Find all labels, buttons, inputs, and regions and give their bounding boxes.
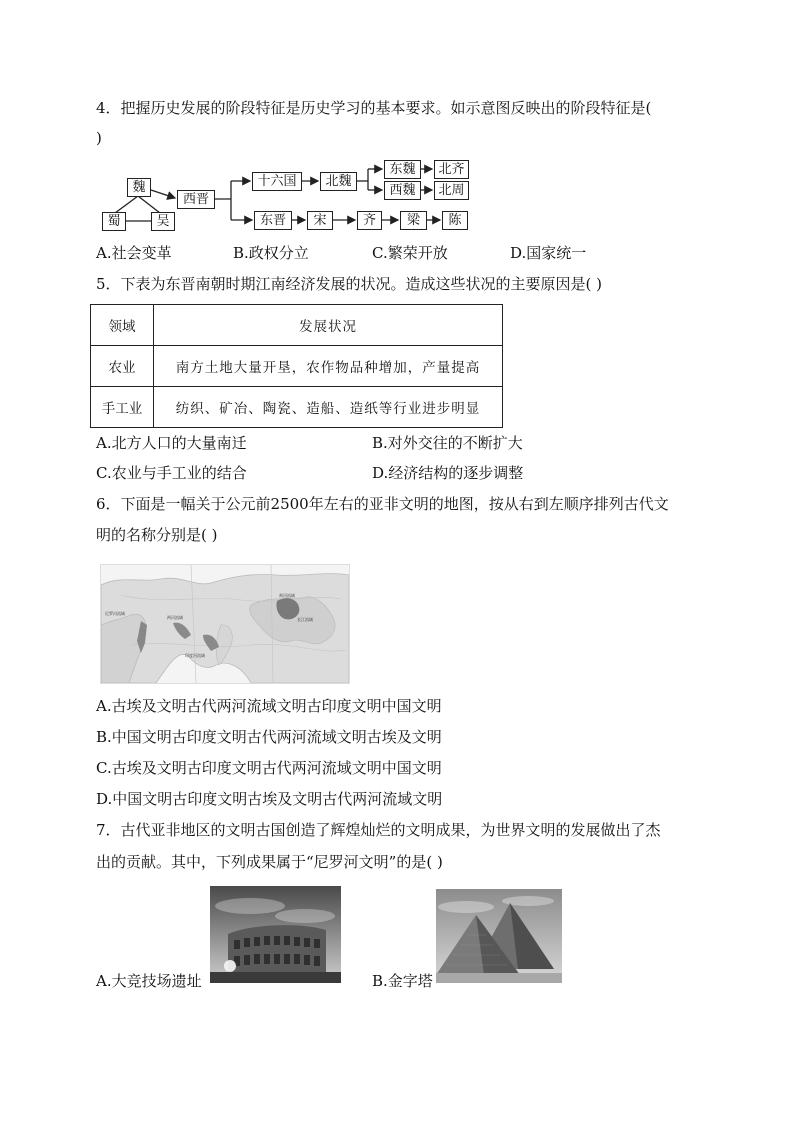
map-label-huanghe: 黄河流域 xyxy=(279,593,295,598)
ancient-civilizations-map xyxy=(100,564,350,684)
table-cell: 南方土地大量开垦，农作物品种增加，产量提高 xyxy=(154,346,503,387)
box-chen: 陈 xyxy=(442,211,468,230)
box-liang: 梁 xyxy=(400,211,427,230)
q6-stem-line1: 6．下面是一幅关于公元前2500年左右的亚非文明的地图，按从右到左顺序排列古代文 xyxy=(96,495,669,513)
map-image xyxy=(101,565,349,683)
map-label-indus: 印度河流域 xyxy=(185,653,205,658)
q4-option-c[interactable]: C.繁荣开放 xyxy=(372,244,448,262)
q5-option-d[interactable]: D.经济结构的逐步调整 xyxy=(372,464,524,482)
box-beiwei: 北魏 xyxy=(320,172,357,191)
q6-stem-line2: 明的名称分别是( ) xyxy=(96,526,218,544)
map-label-changjiang: 长江流域 xyxy=(297,617,313,622)
q6-option-d[interactable]: D.中国文明古印度文明古埃及文明古代两河流域文明 xyxy=(96,790,443,808)
table-cell: 手工业 xyxy=(91,387,154,428)
table-row xyxy=(91,346,503,387)
colosseum-image xyxy=(210,886,341,983)
table-header-cell: 领域 xyxy=(91,305,154,346)
pyramids-photo xyxy=(436,889,562,983)
box-song: 宋 xyxy=(307,211,333,230)
colosseum-photo xyxy=(210,886,341,983)
box-dongjin: 东晋 xyxy=(254,211,292,230)
q5-table xyxy=(90,304,503,428)
box-wu: 吴 xyxy=(151,212,175,231)
q6-option-a[interactable]: A.古埃及文明古代两河流域文明古印度文明中国文明 xyxy=(96,697,442,715)
box-dongwei: 东魏 xyxy=(384,160,421,179)
q5-stem: 5．下表为东晋南朝时期江南经济发展的状况。造成这些状况的主要原因是( ) xyxy=(96,275,603,293)
q6-option-b[interactable]: B.中国文明古印度文明古代两河流域文明古埃及文明 xyxy=(96,728,442,746)
q4-option-b[interactable]: B.政权分立 xyxy=(233,244,309,262)
q7-stem-line2: 出的贡献。其中，下列成果属于“尼罗河文明”的是( ) xyxy=(96,853,443,871)
q4-stem-line1: 4．把握历史发展的阶段特征是历史学习的基本要求。如示意图反映出的阶段特征是( xyxy=(96,99,652,117)
q6-option-c[interactable]: C.古埃及文明古印度文明古代两河流域文明中国文明 xyxy=(96,759,442,777)
box-beiqi: 北齐 xyxy=(434,160,469,179)
table-header-row xyxy=(91,305,503,346)
map-label-nile: 尼罗河流域 xyxy=(105,611,125,616)
q4-option-d[interactable]: D.国家统一 xyxy=(510,244,587,262)
table-row xyxy=(91,387,503,428)
q5-option-a[interactable]: A.北方人口的大量南迁 xyxy=(96,434,247,452)
table-cell: 纺织、矿冶、陶瓷、造船、造纸等行业进步明显 xyxy=(154,387,503,428)
q7-stem-line1: 7．古代亚非地区的文明古国创造了辉煌灿烂的文明成果，为世界文明的发展做出了杰 xyxy=(96,821,661,839)
map-label-mesopotamia: 两河流域 xyxy=(167,615,183,620)
pyramids-image xyxy=(436,889,562,983)
box-beizhou: 北周 xyxy=(434,181,469,200)
box-shiliuguo: 十六国 xyxy=(252,172,302,191)
table-header-cell: 发展状况 xyxy=(154,305,503,346)
q7-option-b[interactable]: B.金字塔 xyxy=(372,972,433,990)
q5-option-c[interactable]: C.农业与手工业的结合 xyxy=(96,464,247,482)
box-qi: 齐 xyxy=(357,211,382,230)
q7-option-a[interactable]: A.大竞技场遗址 xyxy=(96,972,202,990)
q5-option-b[interactable]: B.对外交往的不断扩大 xyxy=(372,434,523,452)
box-xijin: 西晋 xyxy=(177,190,215,209)
q4-stem-line2: ) xyxy=(96,129,102,147)
box-wei: 魏 xyxy=(127,178,151,197)
q4-option-a[interactable]: A.社会变革 xyxy=(96,244,172,262)
box-xiwei: 西魏 xyxy=(384,181,421,200)
box-shu: 蜀 xyxy=(102,212,126,231)
table-cell: 农业 xyxy=(91,346,154,387)
